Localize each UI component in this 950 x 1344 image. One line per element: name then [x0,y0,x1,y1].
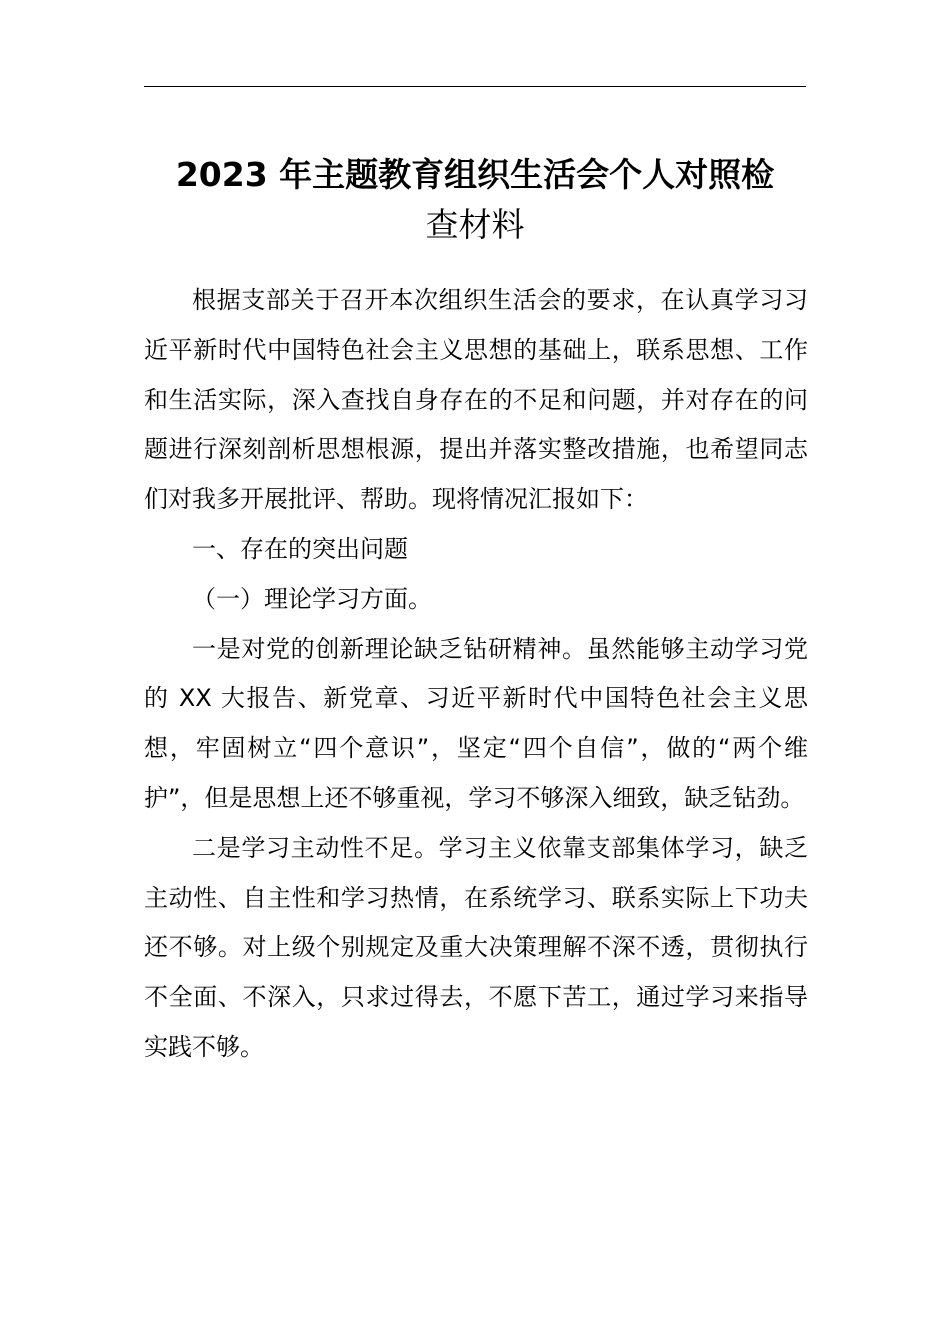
paragraph-intro: 根据支部关于召开本次组织生活会的要求，在认真学习习近平新时代中国特色社会主义思想的基础上，联系思想、工作和生活实际，深入查找自身存在的不足和问题，并对存在的问题进行深刻剖析思想根源，提出并落实整改措施，也希望同志们对我多开展批评、帮助。现将情况汇报如下： [144,286,808,514]
title-line-1: 2023 年主题教育组织生活会个人对照检 [175,155,775,194]
section-heading: 一、存在的突出问题 [192,534,408,563]
header-rule [144,86,806,87]
title-line-2: 查材料 [425,205,525,244]
paragraph-point-1: 一是对党的创新理论缺乏钻研精神。虽然能够主动学习党的 XX 大报告、新党章、习近平新时代中国特色社会主义思想，牢固树立“四个意识”，坚定“四个自信”，做的“两个维护”，但是思想上还不够重视，学习不够深入细致，缺乏钻劲。 [144,634,808,812]
document-title [144,150,806,250]
document-body [144,276,808,1073]
paragraph-point-2: 二是学习主动性不足。学习主义依靠支部集体学习，缺乏主动性、自主性和学习热情，在系统学习、联系实际上下功夫还不够。对上级个别规定及重大决策理解不深不透，贯彻执行不全面、不深入，只求过得去，不愿下苦工，通过学习来指导实践不够。 [144,833,808,1061]
subsection-heading: （一）理论学习方面。 [192,584,432,613]
